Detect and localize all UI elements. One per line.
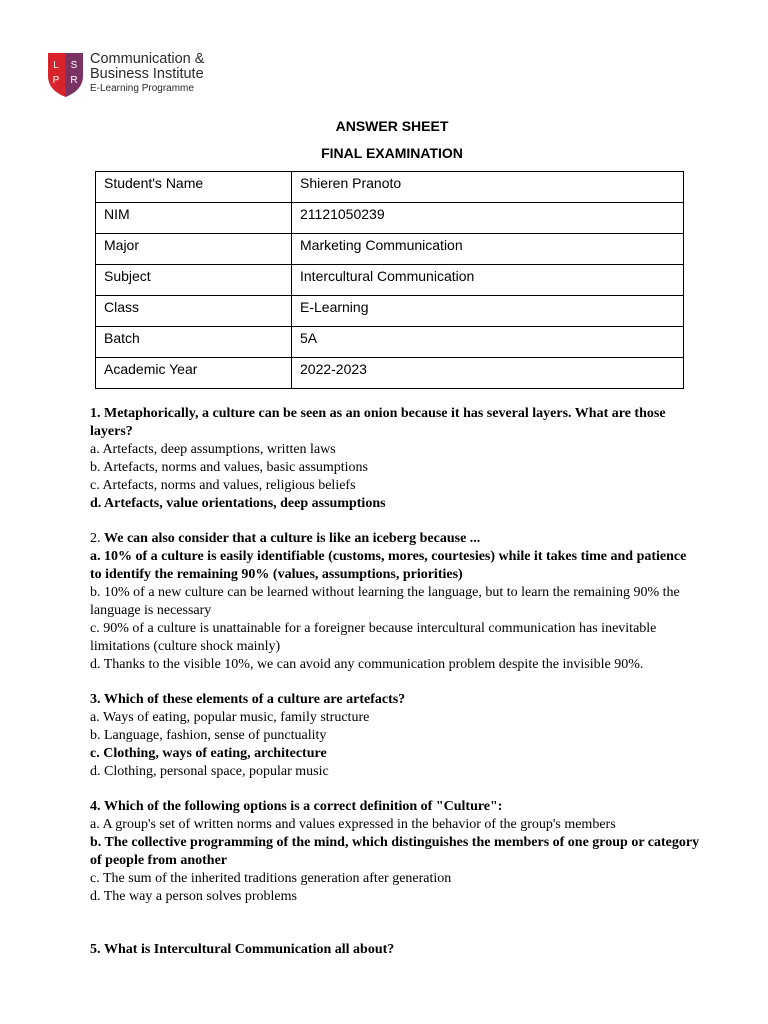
question-number: 2. bbox=[90, 531, 101, 546]
info-row bbox=[96, 358, 684, 389]
info-label: Batch bbox=[96, 327, 292, 358]
info-label: Student's Name bbox=[96, 172, 292, 203]
question-text bbox=[90, 530, 700, 548]
question-1 bbox=[90, 405, 700, 513]
info-row bbox=[96, 296, 684, 327]
question-prompt: What is Intercultural Communication all about? bbox=[104, 942, 395, 957]
shield-letter-p: P bbox=[52, 75, 60, 86]
answer-option: c. Artefacts, norms and values, religious beliefs bbox=[90, 478, 356, 493]
info-label: NIM bbox=[96, 203, 292, 234]
page-subtitle: FINAL EXAMINATION bbox=[321, 145, 463, 161]
info-row bbox=[96, 265, 684, 296]
question-2 bbox=[90, 530, 700, 674]
question-text bbox=[90, 405, 700, 441]
answer-option: b. Artefacts, norms and values, basic assumptions bbox=[90, 460, 369, 475]
answer-option: a. Ways of eating, popular music, family structure bbox=[90, 710, 370, 725]
info-label: Class bbox=[96, 296, 292, 327]
info-value: 5A bbox=[292, 327, 684, 358]
info-row bbox=[96, 203, 684, 234]
question-number: 3. bbox=[90, 692, 101, 707]
institute-name bbox=[90, 52, 204, 95]
answer-option: d. The way a person solves problems bbox=[90, 889, 297, 904]
answer-option: b. 10% of a new culture can be learned without learning the language, but to learn the remaining 90% the language is necessary bbox=[90, 585, 680, 618]
shield-letter-l: L bbox=[53, 60, 59, 71]
answer-option: a. 10% of a culture is easily identifiable (customs, mores, courtesies) while it takes time and patience to identify the remaining 90% (values, assumptions, priorities) bbox=[90, 549, 687, 582]
shield-letter-r: R bbox=[70, 75, 78, 86]
info-label: Academic Year bbox=[96, 358, 292, 389]
page-title: ANSWER SHEET bbox=[335, 118, 449, 134]
answer-option: d. Clothing, personal space, popular music bbox=[90, 764, 329, 779]
question-text bbox=[90, 941, 700, 959]
question-prompt: We can also consider that a culture is like an iceberg because ... bbox=[104, 531, 481, 546]
answer-option: c. 90% of a culture is unattainable for a foreigner because intercultural communication has inevitable limitations (culture shock mainly) bbox=[90, 621, 657, 654]
question-text bbox=[90, 798, 700, 816]
student-info-table bbox=[95, 171, 684, 389]
question-number: 5. bbox=[90, 942, 101, 957]
answer-option: a. Artefacts, deep assumptions, written laws bbox=[90, 442, 336, 457]
answer-option: b. Language, fashion, sense of punctuality bbox=[90, 728, 327, 743]
info-label: Major bbox=[96, 234, 292, 265]
question-number: 1. bbox=[90, 406, 101, 421]
info-label: Subject bbox=[96, 265, 292, 296]
institute-logo bbox=[47, 50, 217, 100]
institute-name-line2: Business Institute bbox=[90, 66, 204, 82]
info-value: Marketing Communication bbox=[292, 234, 684, 265]
info-row bbox=[96, 234, 684, 265]
answer-option: c. The sum of the inherited traditions generation after generation bbox=[90, 871, 452, 886]
question-number: 4. bbox=[90, 799, 101, 814]
answer-option: d. Artefacts, value orientations, deep assumptions bbox=[90, 496, 386, 511]
question-prompt: Which of the following options is a correct definition of "Culture": bbox=[104, 799, 503, 814]
question-4 bbox=[90, 798, 700, 906]
answer-option: b. The collective programming of the mind, which distinguishes the members of one group or category of people from another bbox=[90, 835, 700, 868]
info-row bbox=[96, 172, 684, 203]
question-prompt: Which of these elements of a culture are artefacts? bbox=[104, 692, 406, 707]
info-row bbox=[96, 327, 684, 358]
answer-option: d. Thanks to the visible 10%, we can avoid any communication problem despite the invisible 90%. bbox=[90, 657, 644, 672]
question-3 bbox=[90, 691, 700, 781]
shield-letter-s: S bbox=[70, 60, 78, 71]
question-text bbox=[90, 691, 700, 709]
info-value: E-Learning bbox=[292, 296, 684, 327]
institute-name-line1: Communication & bbox=[90, 51, 205, 67]
questions-section bbox=[90, 405, 700, 976]
info-value: Intercultural Communication bbox=[292, 265, 684, 296]
info-value: Shieren Pranoto bbox=[292, 172, 684, 203]
question-5 bbox=[90, 941, 700, 959]
lspr-shield-icon bbox=[47, 50, 84, 98]
info-value: 21121050239 bbox=[292, 203, 684, 234]
info-value: 2022-2023 bbox=[292, 358, 684, 389]
question-prompt: Metaphorically, a culture can be seen as an onion because it has several layers. What are those layers? bbox=[90, 406, 666, 439]
answer-option: a. A group's set of written norms and values expressed in the behavior of the group's members bbox=[90, 817, 616, 832]
answer-option: c. Clothing, ways of eating, architecture bbox=[90, 746, 327, 761]
program-name: E-Learning Programme bbox=[90, 83, 194, 94]
